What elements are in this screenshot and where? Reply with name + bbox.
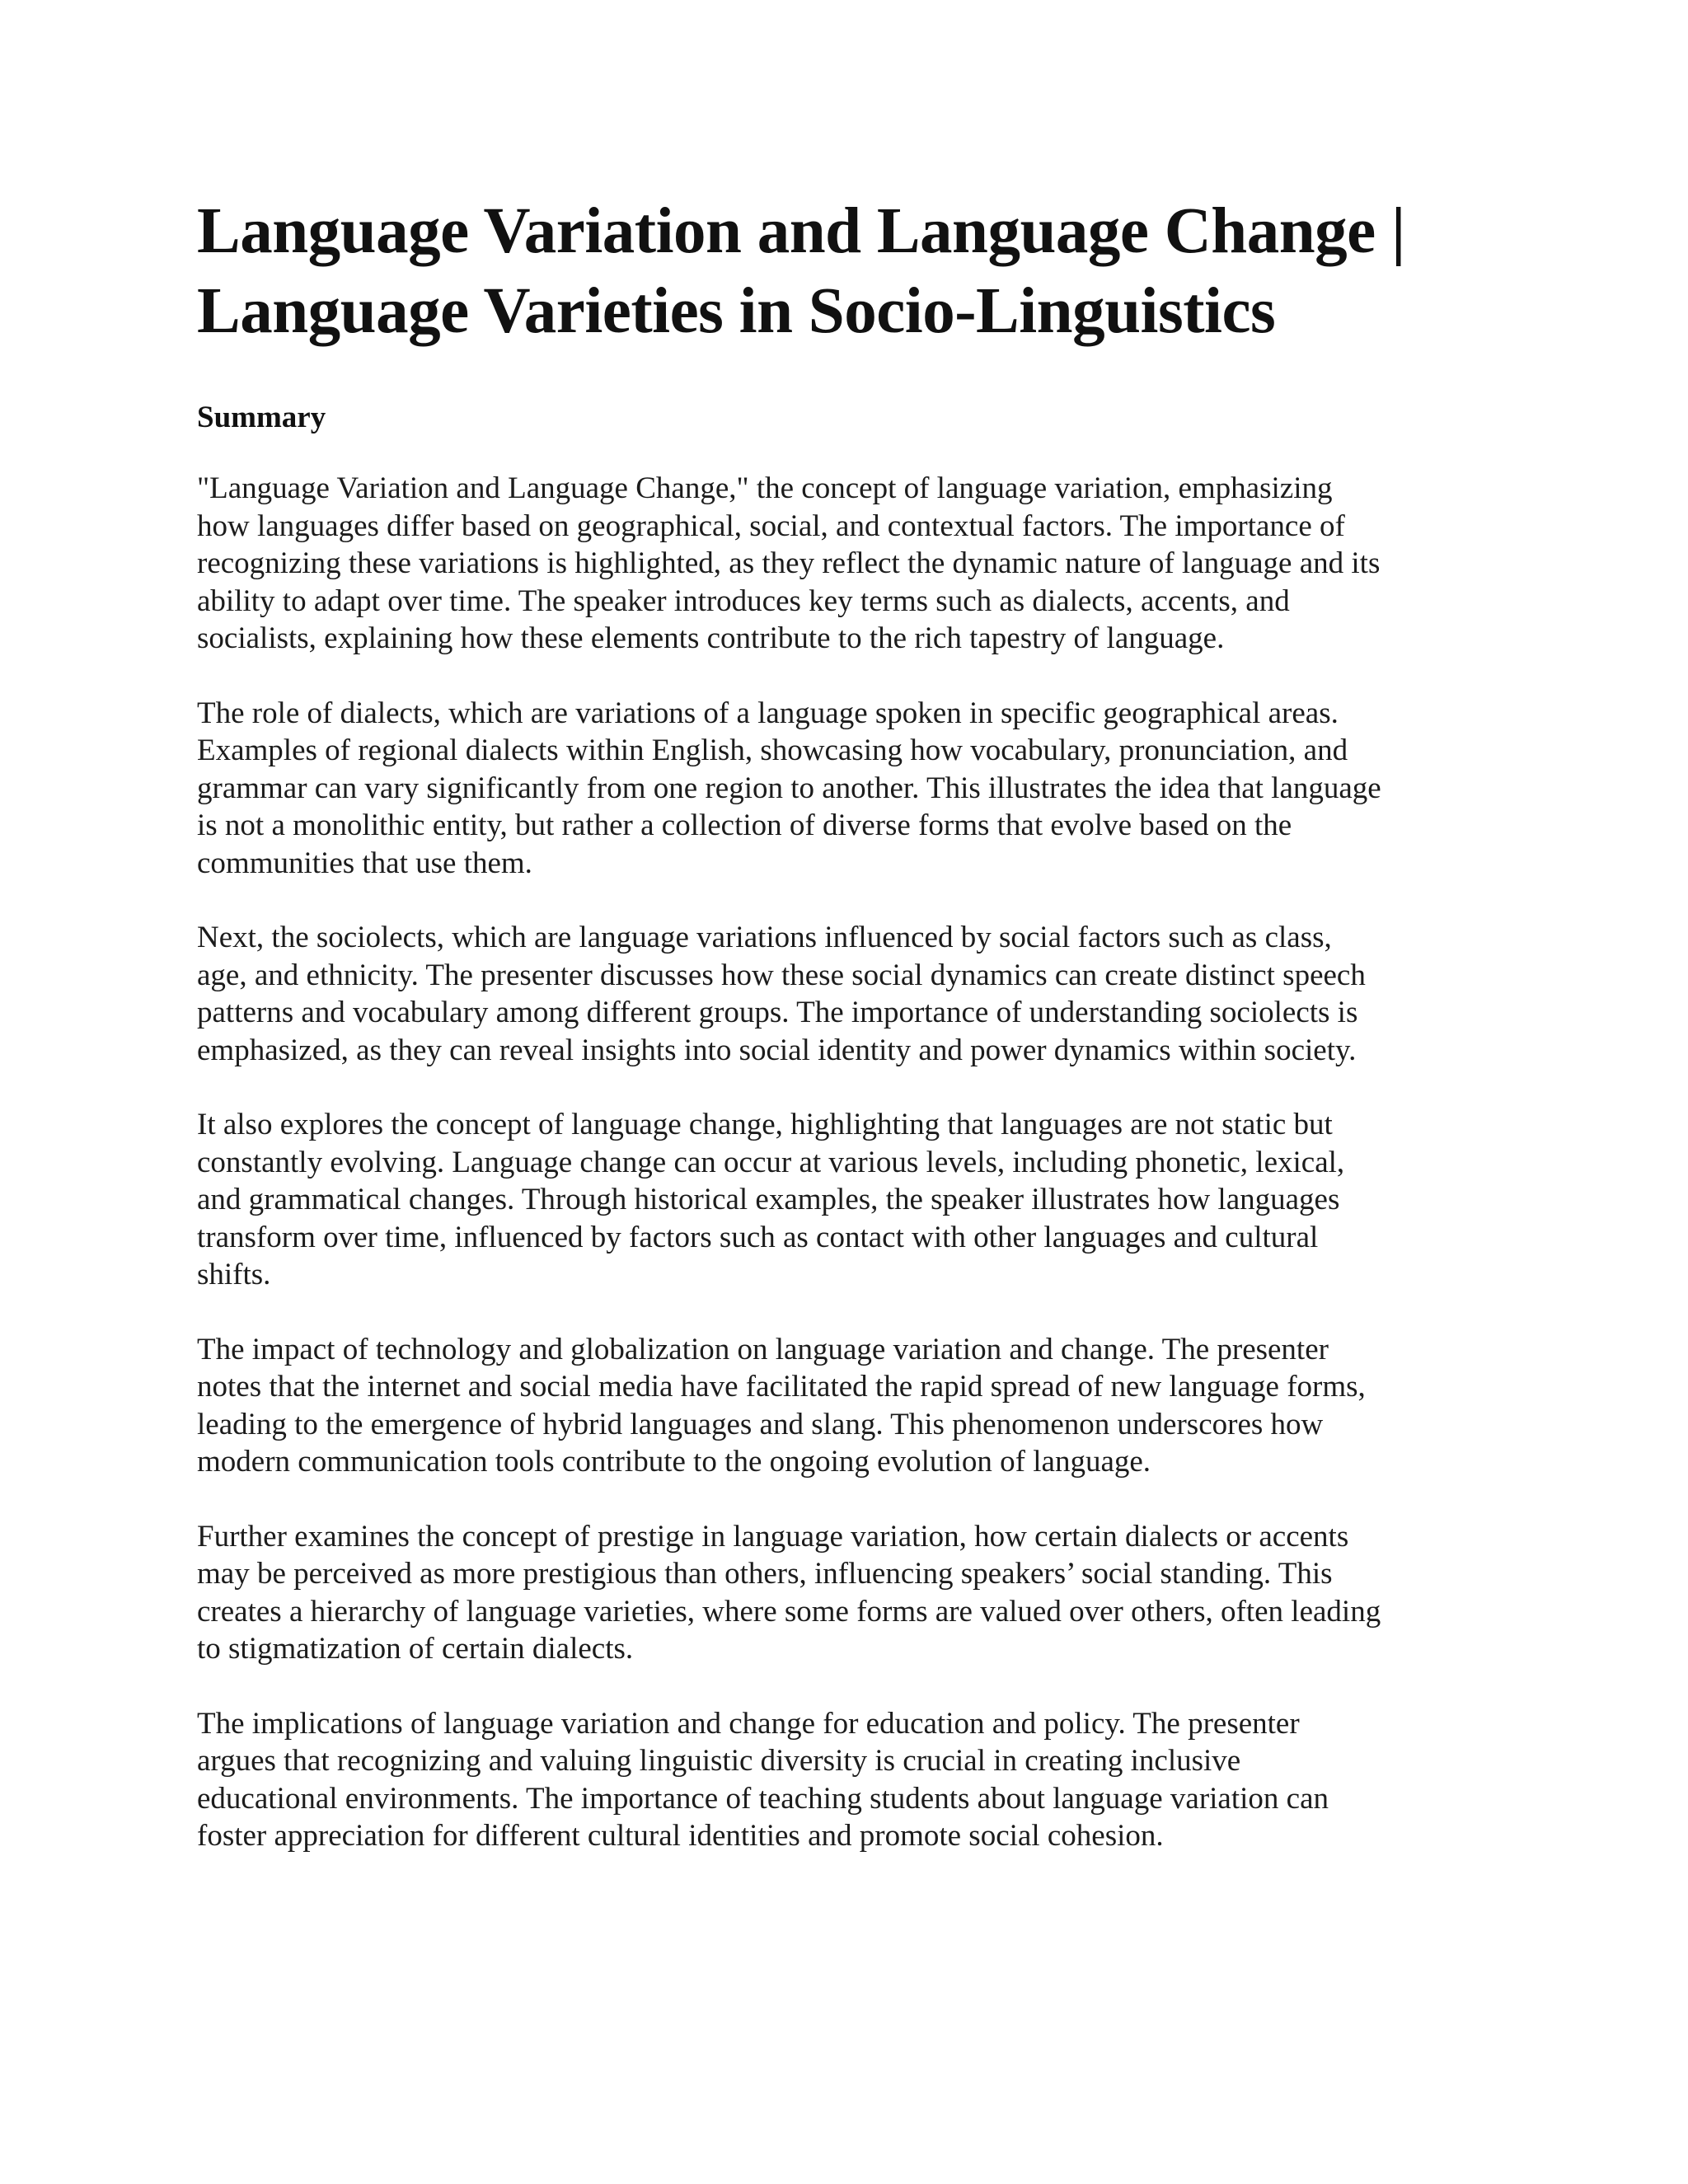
text-line: Further examines the concept of prestige in language variation, how certain dialects or accents xyxy=(197,1519,1349,1554)
title-line: Language Varieties in Socio-Linguistics xyxy=(197,275,1276,347)
summary-paragraph xyxy=(197,470,1499,658)
text-line: The impact of technology and globalization on language variation and change. The presenter xyxy=(197,1332,1329,1366)
text-line: patterns and vocabulary among different groups. The importance of understanding sociolects is xyxy=(197,996,1358,1029)
text-line: Next, the sociolects, which are language variations influenced by social factors such as class, xyxy=(197,921,1332,954)
text-line: is not a monolithic entity, but rather a collection of diverse forms that evolve based on the xyxy=(197,808,1292,842)
text-line: to stigmatization of certain dialects. xyxy=(197,1632,634,1666)
document-page xyxy=(197,191,1499,1855)
section-heading-summary: Summary xyxy=(197,401,326,434)
text-line: "Language Variation and Language Change," the concept of language variation, emphasizing xyxy=(197,471,1333,505)
text-line: leading to the emergence of hybrid languages and slang. This phenomenon underscores how xyxy=(197,1407,1324,1441)
text-line: It also explores the concept of language change, highlighting that languages are not static but xyxy=(197,1108,1333,1141)
text-line: recognizing these variations is highlighted, as they reflect the dynamic nature of language and its xyxy=(197,546,1381,580)
text-line: may be perceived as more prestigious than others, influencing speakers’ social standing. This xyxy=(197,1557,1333,1591)
summary-paragraph xyxy=(197,919,1499,1069)
text-line: age, and ethnicity. The presenter discusses how these social dynamics can create distinct speech xyxy=(197,958,1366,992)
text-line: communities that use them. xyxy=(197,846,532,880)
text-line: how languages differ based on geographical, social, and contextual factors. The importance of xyxy=(197,509,1345,543)
text-line: socialists, explaining how these elements contribute to the rich tapestry of language. xyxy=(197,621,1225,655)
text-line: emphasized, as they can reveal insights into social identity and power dynamics within society. xyxy=(197,1033,1357,1067)
text-line: ability to adapt over time. The speaker introduces key terms such as dialects, accents, and xyxy=(197,583,1290,618)
document-title xyxy=(197,191,1499,351)
text-line: and grammatical changes. Through historical examples, the speaker illustrates how languages xyxy=(197,1183,1340,1216)
summary-paragraph xyxy=(197,1331,1499,1481)
summary-paragraph xyxy=(197,1106,1499,1294)
text-line: transform over time, influenced by factors such as contact with other languages and cultural xyxy=(197,1220,1319,1254)
text-line: creates a hierarchy of language varieties, where some forms are valued over others, often leading xyxy=(197,1594,1381,1629)
summary-paragraph xyxy=(197,695,1499,883)
text-line: educational environments. The importance of teaching students about language variation can xyxy=(197,1781,1329,1816)
text-line: shifts. xyxy=(197,1258,271,1291)
summary-paragraph xyxy=(197,1705,1499,1855)
text-line: foster appreciation for different cultural identities and promote social cohesion. xyxy=(197,1819,1164,1853)
text-line: grammar can vary significantly from one region to another. This illustrates the idea that language xyxy=(197,771,1381,805)
text-line: argues that recognizing and valuing linguistic diversity is crucial in creating inclusive xyxy=(197,1744,1241,1778)
text-line: modern communication tools contribute to the ongoing evolution of language. xyxy=(197,1445,1151,1479)
text-line: notes that the internet and social media have facilitated the rapid spread of new language forms, xyxy=(197,1370,1366,1404)
text-line: The implications of language variation and change for education and policy. The presenter xyxy=(197,1706,1300,1741)
summary-paragraph xyxy=(197,1518,1499,1668)
title-line: Language Variation and Language Change | xyxy=(197,195,1405,267)
text-line: Examples of regional dialects within English, showcasing how vocabulary, pronunciation, and xyxy=(197,733,1348,767)
text-line: constantly evolving. Language change can occur at various levels, including phonetic, lexical, xyxy=(197,1145,1345,1179)
text-line: The role of dialects, which are variations of a language spoken in specific geographical areas. xyxy=(197,696,1339,730)
